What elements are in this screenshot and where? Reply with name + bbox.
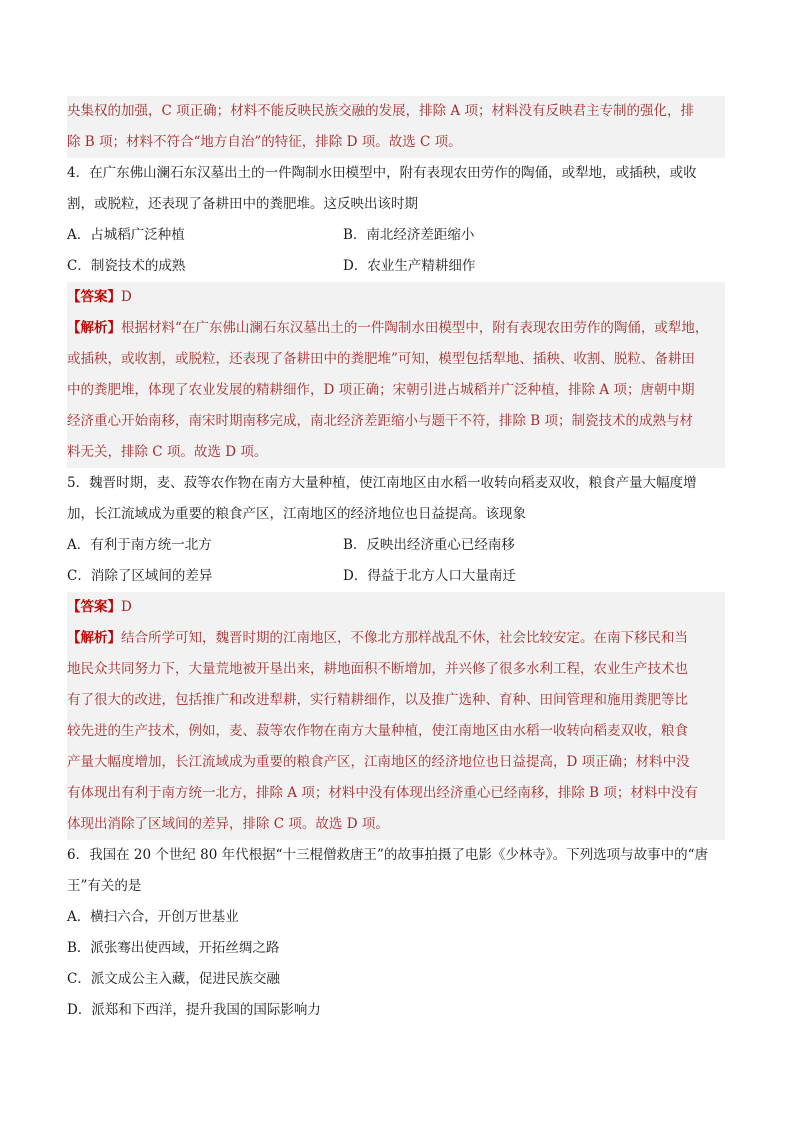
option-a: A．有利于南方统一北方 [67,537,212,553]
question-stem-line: 加，长江流域成为重要的粮食产区，江南地区的经济地位也日益提高。该现象 [67,506,526,522]
analysis-line: 料无关，排除 C 项。故选 D 项。 [67,444,268,460]
option-b: B．南北经济差距缩小 [343,227,475,243]
question-stem-line: 王”有关的是 [67,878,142,894]
question-6 [67,840,725,1026]
question-4 [67,158,725,468]
answer-block [67,592,725,840]
answer-tag: 【答案】 [67,599,121,615]
answer-value: D [121,599,132,615]
analysis-line [67,313,725,344]
analysis-tag: 【解析】 [67,320,121,336]
options-row [67,251,725,282]
question-5 [67,468,725,840]
intro-analysis-block [67,96,725,158]
analysis-line: 除 B 项；材料不符合“地方自治”的特征，排除 D 项。故选 C 项。 [67,134,462,150]
option-b: B．派张骞出使西域，开拓丝绸之路 [67,940,280,956]
question-stem-line: 割，或脱粒，还表现了备耕田中的粪肥堆。这反映出该时期 [67,196,418,212]
option-d: D．农业生产精耕细作 [343,258,476,274]
option-d: D．派郑和下西洋，提升我国的国际影响力 [67,1002,321,1018]
options-row [67,561,725,592]
analysis-line: 经济重心开始南移，南宋时期南移完成，南北经济差距缩小与题干不符，排除 B 项；制瓷技术的成熟与材 [67,413,694,429]
answer-value: D [121,289,132,305]
analysis-line: 或插秧，或收割，或脱粒，还表现了备耕田中的粪肥堆”可知，模型包括犁地、插秧、收割、脱粒、备耕田 [67,351,695,367]
option-c: C．消除了区域间的差异 [67,568,213,584]
analysis-line: 有了很大的改进，包括推广和改进犁耕，实行精耕细作，以及推广选种、育种、田间管理和施用粪肥等比 [67,692,688,708]
analysis-line: 央集权的加强，C 项正确；材料不能反映民族交融的发展，排除 A 项；材料没有反映君主专制的强化，排 [67,103,694,119]
analysis-text: 结合所学可知，魏晋时期的江南地区，不像北方那样战乱不休，社会比较安定。在南下移民和当 [121,630,688,646]
analysis-text: 根据材料“在广东佛山澜石东汉墓出土的一件陶制水田模型中，附有表现农田劳作的陶俑，或犁地， [121,320,709,336]
option-c: C．制瓷技术的成熟 [67,258,186,274]
option-c: C．派文成公主入藏，促进民族交融 [67,971,280,987]
analysis-line: 产量大幅度增加，长江流域成为重要的粮食产区，江南地区的经济地位也日益提高，D 项正确；材料中没 [67,754,690,770]
analysis-tag: 【解析】 [67,630,121,646]
answer-line [67,592,725,623]
analysis-line: 地民众共同努力下，大量荒地被开垦出来，耕地面积不断增加，并兴修了很多水利工程，农业生产技术也 [67,661,688,677]
option-d: D．得益于北方人口大量南迁 [343,568,516,584]
analysis-line: 中的粪肥堆，体现了农业发展的精耕细作，D 项正确；宋朝引进占城稻并广泛种植，排除 A 项；唐朝中期 [67,382,695,398]
option-b: B．反映出经济重心已经南移 [343,537,515,553]
option-a: A．占城稻广泛种植 [67,227,185,243]
analysis-line: 体现出消除了区域间的差异，排除 C 项。故选 D 项。 [67,816,389,832]
answer-block [67,282,725,468]
question-stem-line: 5．魏晋时期，麦、菽等农作物在南方大量种植，使江南地区由水稻一收转向稻麦双收，粮食产量大幅度增 [67,475,697,491]
analysis-line: 有体现出有利于南方统一北方，排除 A 项；材料中没有体现出经济重心已经南移，排除 B 项；材料中没有 [67,785,698,801]
answer-tag: 【答案】 [67,289,121,305]
analysis-line [67,623,725,654]
question-stem-line: 4．在广东佛山澜石东汉墓出土的一件陶制水田模型中，附有表现农田劳作的陶俑，或犁地，或插秧，或收 [67,165,697,181]
options-row [67,220,725,251]
analysis-line: 较先进的生产技术，例如，麦、菽等农作物在南方大量种植，使江南地区由水稻一收转向稻麦双收，粮食 [67,723,688,739]
answer-line [67,282,725,313]
options-row [67,530,725,561]
page-content [67,96,725,1026]
option-a: A．横扫六合，开创万世基业 [67,909,239,925]
question-stem-line: 6．我国在 20 个世纪 80 年代根据“十三棍僧救唐王”的故事拍摄了电影《少林寺》。下列选项与故事中的“唐 [67,847,709,863]
